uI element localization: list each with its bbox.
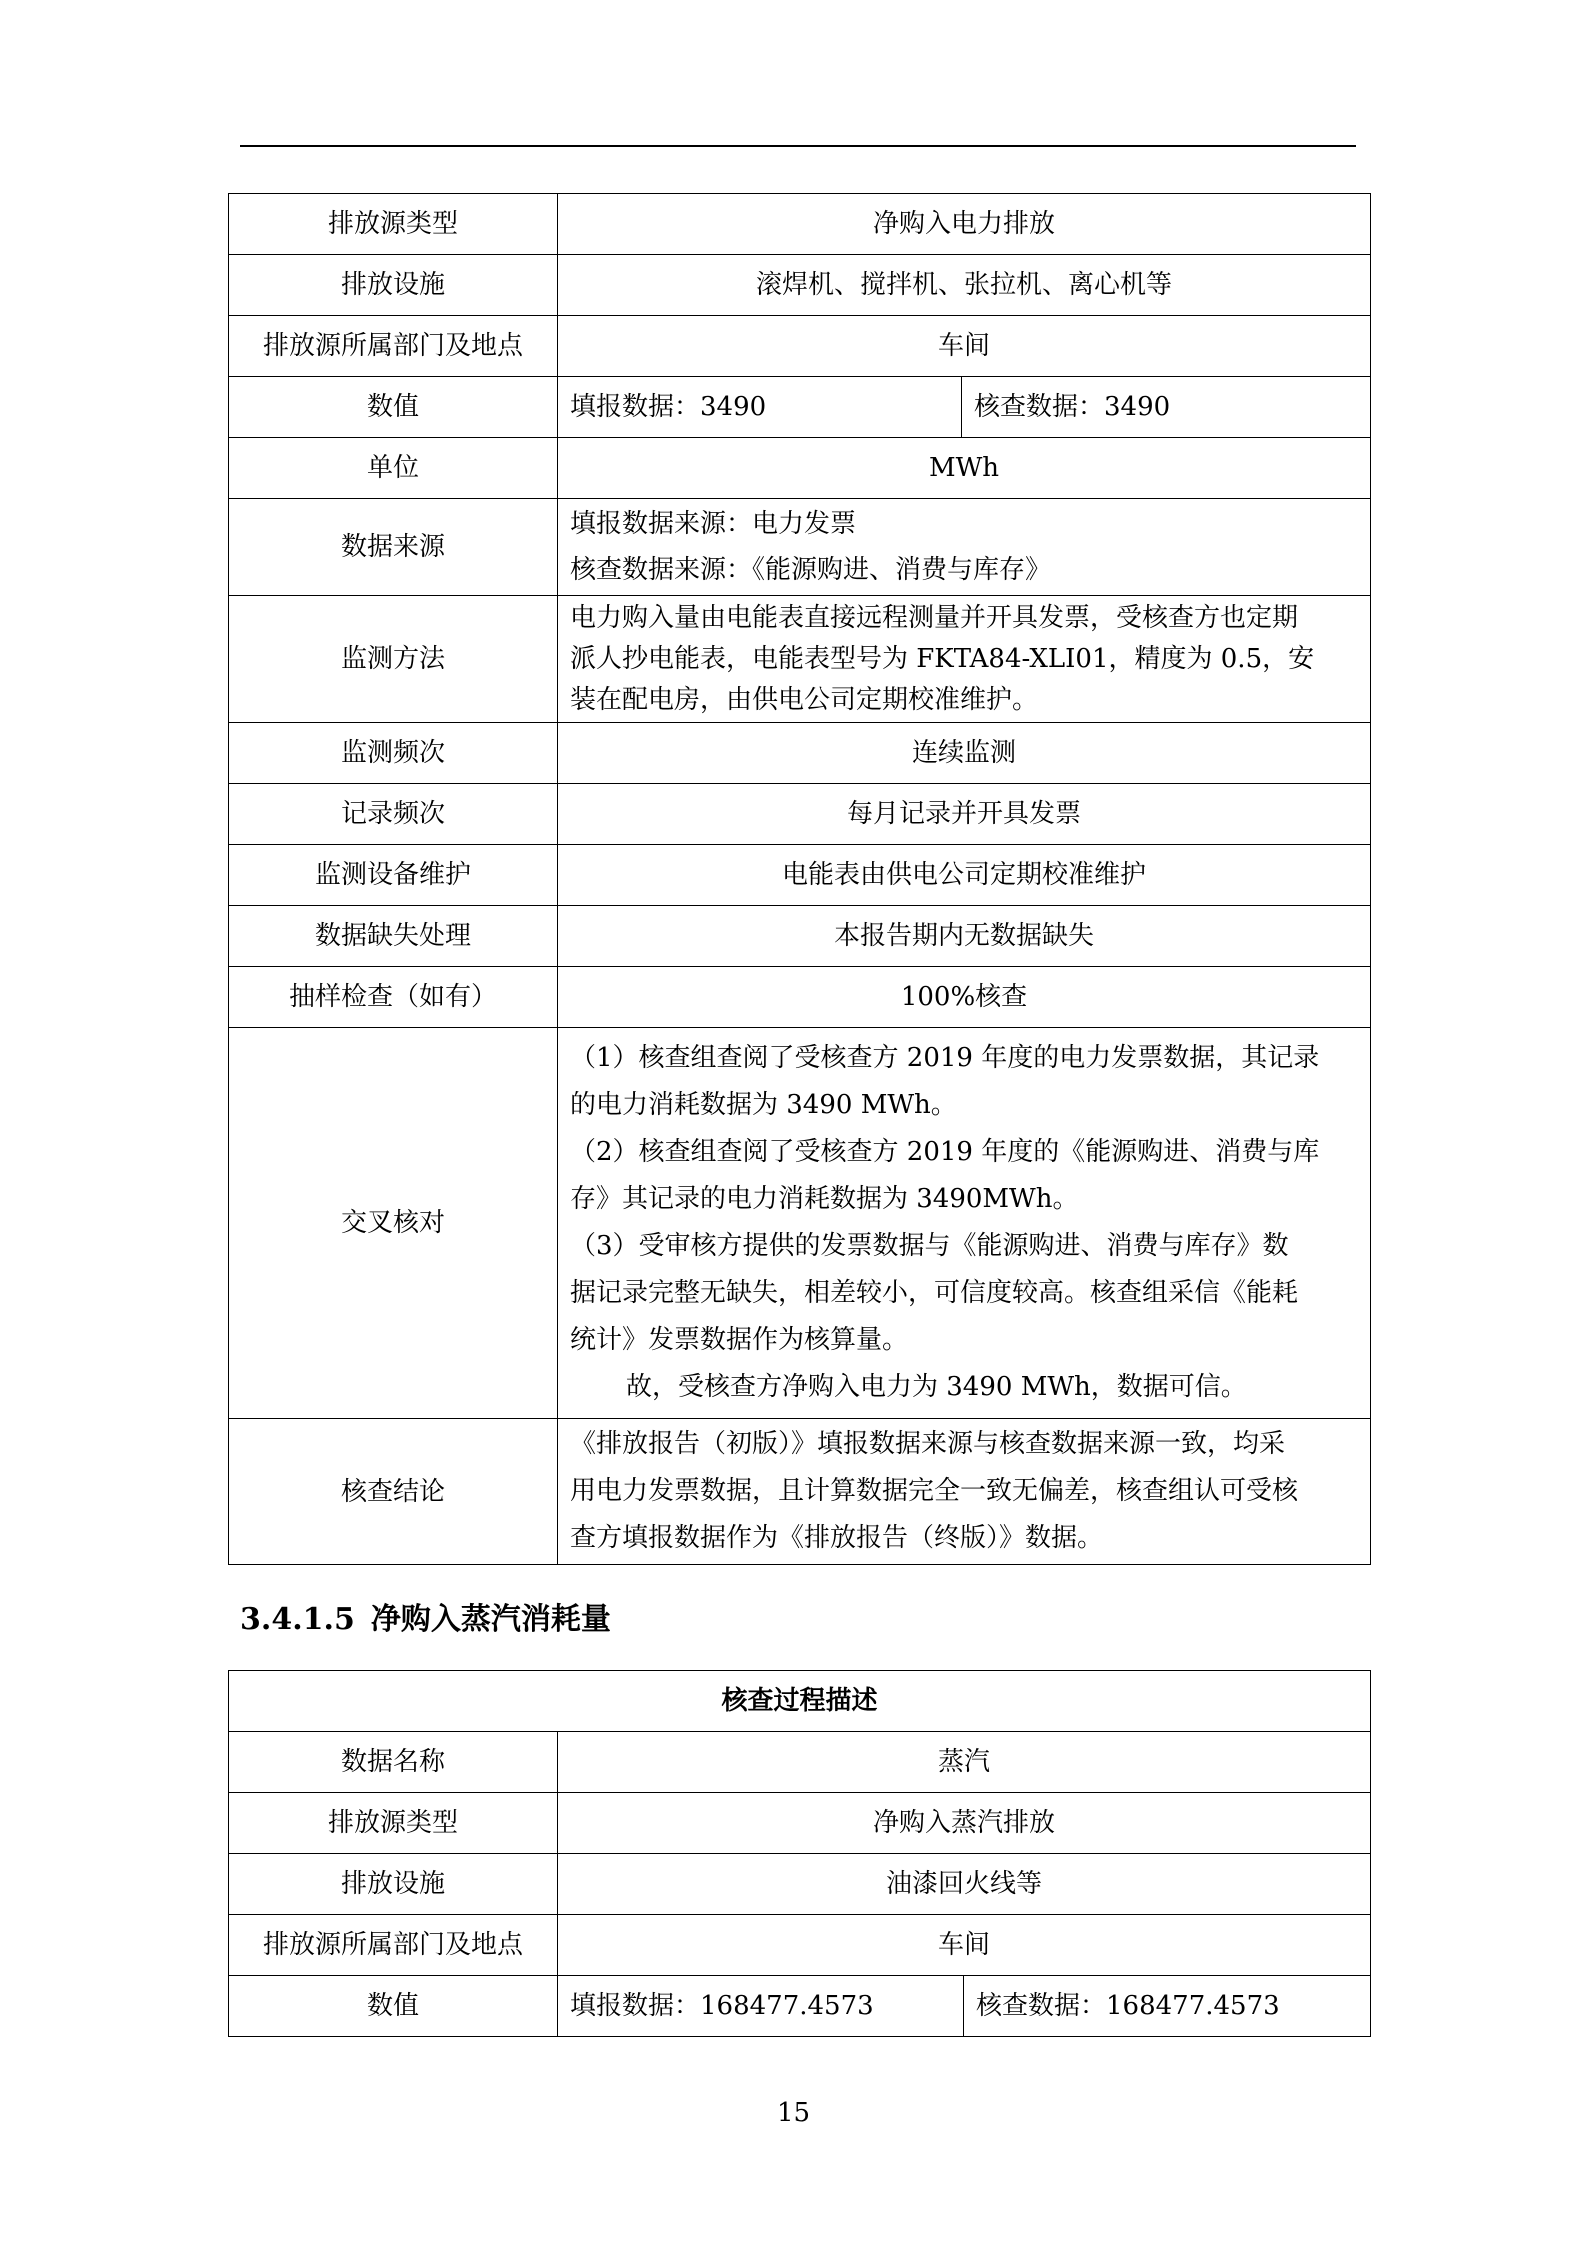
row-label: 排放源类型: [229, 1793, 558, 1854]
row-label: 数据缺失处理: [229, 906, 558, 967]
text-line: 存》其记录的电力消耗数据为 3490MWh。: [570, 1184, 1079, 1214]
section-heading: [240, 1598, 611, 1642]
row-value: 连续监测: [558, 723, 1371, 784]
text-line: 《排放报告（初版）》填报数据来源与核查数据来源一致，均采: [570, 1429, 1286, 1459]
text-line: 填报数据来源：电力发票: [570, 509, 857, 539]
verified-value: 核查数据：3490: [962, 377, 1371, 438]
row-label: 排放源类型: [229, 194, 558, 255]
row-value: MWh: [558, 438, 1371, 499]
row-label: 监测方法: [229, 596, 558, 723]
reported-value: 填报数据：168477.4573: [558, 1976, 964, 2037]
table-row: [229, 906, 1371, 967]
row-value: 油漆回火线等: [558, 1854, 1371, 1915]
row-label: 单位: [229, 438, 558, 499]
row-label: 交叉核对: [229, 1028, 558, 1419]
text-line: 查方填报数据作为《排放报告（终版）》数据。: [570, 1523, 1104, 1553]
row-value: 100%核查: [558, 967, 1371, 1028]
electricity-verification-table: [228, 193, 1371, 1565]
text-line: 核查数据来源：《能源购进、消费与库存》: [570, 555, 1052, 585]
table-header-row: [229, 1671, 1371, 1732]
row-label: 排放源所属部门及地点: [229, 1915, 558, 1976]
text-line: 电力购入量由电能表直接远程测量并开具发票，受核查方也定期: [570, 602, 1299, 633]
row-label: 数据名称: [229, 1732, 558, 1793]
row-value: [558, 596, 1371, 723]
row-value: 每月记录并开具发票: [558, 784, 1371, 845]
table-row: [229, 723, 1371, 784]
row-value: [558, 499, 1371, 596]
row-label: 抽样检查（如有）: [229, 967, 558, 1028]
text-line: 的电力消耗数据为 3490 MWh。: [570, 1090, 957, 1120]
table-row: [229, 1419, 1371, 1565]
row-value: 蒸汽: [558, 1732, 1371, 1793]
table-row: [229, 1976, 1371, 2037]
row-value: 本报告期内无数据缺失: [558, 906, 1371, 967]
row-label: 数值: [229, 1976, 558, 2037]
table-row: [229, 784, 1371, 845]
table-row: [229, 967, 1371, 1028]
row-label: 核查结论: [229, 1419, 558, 1565]
row-label: 排放设施: [229, 1854, 558, 1915]
table-row: [229, 1793, 1371, 1854]
table-header: 核查过程描述: [229, 1671, 1371, 1732]
steam-verification-table: [228, 1670, 1371, 2037]
table-row: [229, 377, 1371, 438]
table-row: [229, 438, 1371, 499]
row-value: [558, 1419, 1371, 1565]
table-row: [229, 255, 1371, 316]
text-line: 派人抄电能表，电能表型号为 FKTA84-XLI01，精度为 0.5，安: [570, 643, 1315, 674]
text-line: （1）核查组查阅了受核查方 2019 年度的电力发票数据，其记录: [570, 1043, 1320, 1073]
text-line: （3）受审核方提供的发票数据与《能源购进、消费与库存》数: [570, 1231, 1289, 1261]
table-row: [229, 596, 1371, 723]
row-label: 监测设备维护: [229, 845, 558, 906]
section-title: 净购入蒸汽消耗量: [370, 1602, 611, 1637]
row-label: 排放源所属部门及地点: [229, 316, 558, 377]
row-label: 监测频次: [229, 723, 558, 784]
row-label: 数据来源: [229, 499, 558, 596]
row-value: 车间: [558, 1915, 1371, 1976]
row-value: 电能表由供电公司定期校准维护: [558, 845, 1371, 906]
verified-value: 核查数据：168477.4573: [964, 1976, 1371, 2037]
table-row: [229, 845, 1371, 906]
table-row: [229, 1854, 1371, 1915]
table-row: [229, 194, 1371, 255]
row-label: 排放设施: [229, 255, 558, 316]
row-value: [558, 1028, 1371, 1419]
table-row: [229, 1732, 1371, 1793]
row-label: 记录频次: [229, 784, 558, 845]
section-number: 3.4.1.5: [240, 1602, 355, 1637]
table-row: [229, 1028, 1371, 1419]
text-line: （2）核查组查阅了受核查方 2019 年度的《能源购进、消费与库: [570, 1137, 1320, 1167]
text-line: 故，受核查方净购入电力为 3490 MWh，数据可信。: [626, 1372, 1247, 1402]
text-line: 统计》发票数据作为核算量。: [570, 1325, 909, 1355]
page-number: 15: [776, 2098, 811, 2128]
row-value: 净购入蒸汽排放: [558, 1793, 1371, 1854]
text-line: 用电力发票数据，且计算数据完全一致无偏差，核查组认可受核: [570, 1476, 1299, 1506]
row-value: 滚焊机、搅拌机、张拉机、离心机等: [558, 255, 1371, 316]
reported-value: 填报数据：3490: [558, 377, 962, 438]
row-label: 数值: [229, 377, 558, 438]
header-rule: [240, 145, 1356, 147]
table-row: [229, 499, 1371, 596]
text-line: 装在配电房，由供电公司定期校准维护。: [570, 684, 1039, 715]
row-value: 净购入电力排放: [558, 194, 1371, 255]
row-value: 车间: [558, 316, 1371, 377]
table-row: [229, 316, 1371, 377]
text-line: 据记录完整无缺失，相差较小，可信度较高。核查组采信《能耗: [570, 1278, 1299, 1308]
table-row: [229, 1915, 1371, 1976]
